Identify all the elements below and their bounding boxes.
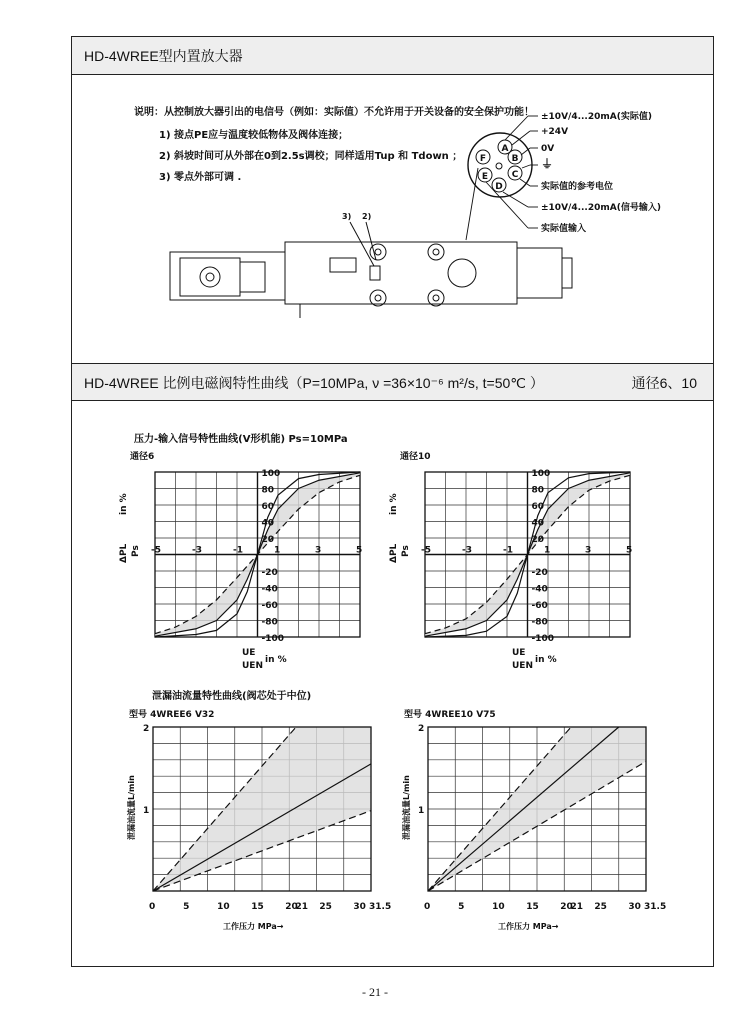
y-tick-label: -40: [531, 584, 548, 595]
x-tick-label: 5: [458, 902, 465, 912]
y-tick-label: 1: [143, 806, 150, 816]
section-nominal-size: 通径6、10: [631, 375, 697, 391]
page-number: - 21 -: [362, 985, 388, 999]
x-tick-label: 3: [585, 545, 592, 556]
x-tick-label: 20: [285, 902, 298, 912]
chart-title: 型号 4WREE10 V75: [404, 710, 496, 720]
y-axis-label: 泄漏油流量L/min: [127, 775, 136, 840]
x-tick-label: 30: [353, 902, 366, 912]
pin-label: ±10V/4...20mA(实际值): [541, 112, 652, 122]
x-axis-unit: in %: [535, 655, 557, 665]
valve-drawing: [170, 222, 572, 318]
y-tick-label: 40: [261, 518, 275, 529]
x-tick-label: 10: [492, 902, 505, 912]
x-tick-label: 21: [570, 902, 583, 912]
x-axis-label: UEN: [242, 661, 263, 671]
x-tick-label: 5: [356, 545, 363, 556]
x-tick-label: 15: [526, 902, 539, 912]
x-tick-label: 15: [251, 902, 264, 912]
y-axis-unit: in %: [389, 493, 399, 515]
x-tick-label: 3: [315, 545, 322, 556]
pin-label: +24V: [541, 127, 569, 137]
pin-label: ±10V/4...20mA(信号输入): [541, 203, 661, 213]
note-title: 说明：从控制放大器引出的电信号（例如：实际值）不允许用于开关设备的安全保护功能！: [134, 107, 534, 118]
pressure-curve-title: 压力-输入信号特性曲线(V形机能) Ps=10MPa: [134, 434, 348, 445]
leak-chart-ng6: [100, 705, 392, 931]
x-tick-label: 1: [274, 545, 281, 556]
x-axis-label: UEN: [512, 661, 533, 671]
x-tick-label: -1: [233, 545, 243, 556]
x-tick-label: 5: [183, 902, 190, 912]
x-tick-label: -3: [192, 545, 202, 556]
x-tick-label: -5: [151, 545, 161, 556]
x-axis-label: UE: [242, 648, 256, 658]
y-tick-label: 60: [531, 502, 545, 512]
pin-d: D: [495, 182, 503, 192]
y-tick-label: -80: [531, 617, 548, 628]
section-header-curves: [72, 363, 713, 401]
y-tick-label: 80: [261, 485, 275, 496]
pin-e: E: [481, 172, 489, 182]
pin-label: 0V: [541, 144, 555, 154]
y-axis-label: Ps: [131, 545, 141, 557]
y-tick-label: -40: [261, 584, 278, 595]
x-axis-label: 工作压力 MPa→: [223, 922, 284, 931]
x-tick-label: 30: [628, 902, 641, 912]
y-tick-label: -60: [531, 601, 548, 611]
x-tick-label: 10: [217, 902, 230, 912]
y-tick-label: 100: [531, 469, 551, 479]
y-tick-label: 2: [418, 724, 425, 734]
y-tick-label: 80: [531, 485, 545, 496]
x-tick-label: 0: [149, 902, 156, 912]
y-tick-label: 20: [261, 535, 275, 545]
x-tick-label: -3: [462, 545, 472, 556]
y-tick-label: 20: [531, 535, 545, 545]
y-tick-label: 100: [261, 469, 281, 479]
pressure-chart-ng10: [370, 445, 650, 675]
x-tick-label: 5: [626, 545, 633, 556]
y-axis-label: Ps: [401, 545, 411, 557]
x-tick-label: -1: [503, 545, 513, 556]
connector-diagram: [0, 0, 750, 330]
y-tick-label: -80: [261, 617, 278, 628]
x-tick-label: 0: [424, 902, 431, 912]
x-tick-label: 25: [594, 902, 607, 912]
y-tick-label: -20: [531, 568, 548, 578]
y-axis-label: 泄漏油流量L/min: [402, 775, 411, 840]
x-tick-label: 25: [319, 902, 332, 912]
x-tick-label: 1: [544, 545, 551, 556]
y-tick-label: 2: [143, 724, 150, 734]
ground-icon: ⏚: [541, 157, 554, 171]
y-tick-label: 1: [418, 806, 425, 816]
note-item: 1) 接点PE应与温度较低物体及阀体连接；: [159, 130, 349, 141]
pin-label: 实际值的参考电位: [541, 182, 614, 192]
pin-f: F: [479, 154, 487, 164]
x-tick-label: 31.5: [369, 902, 392, 912]
y-tick-label: -60: [261, 601, 278, 611]
x-axis-unit: in %: [265, 655, 287, 665]
chart-title: 型号 4WREE6 V32: [129, 710, 215, 720]
y-tick-label: -100: [531, 634, 555, 644]
pin-label: 实际值输入: [541, 224, 587, 234]
x-axis-label: UE: [512, 648, 526, 658]
callout-3: 3): [342, 212, 352, 221]
chart-title: 通径6: [130, 452, 155, 462]
y-tick-label: 40: [531, 518, 545, 529]
pin-a: A: [501, 144, 509, 154]
leak-curve-title: 泄漏油流量特性曲线(阀芯处于中位): [152, 691, 312, 702]
x-axis-label: 工作压力 MPa→: [498, 922, 559, 931]
section-title: HD-4WREE型内置放大器: [84, 48, 243, 64]
pressure-chart-ng6: [100, 445, 380, 675]
chart-title: 通径10: [400, 452, 431, 462]
x-tick-label: 31.5: [644, 902, 667, 912]
section-title: HD-4WREE 比例电磁阀特性曲线（P=10MPa, ν =36×10⁻⁶ m²/s, t=50℃ ）: [84, 375, 544, 391]
y-axis-unit: in %: [119, 493, 129, 515]
y-tick-label: -100: [261, 634, 285, 644]
x-tick-label: 21: [295, 902, 308, 912]
y-tick-label: -20: [261, 568, 278, 578]
leak-chart-ng10: [375, 705, 667, 931]
y-axis-label: ΔPL: [119, 543, 129, 563]
y-tick-label: 60: [261, 502, 275, 512]
pin-b: B: [511, 154, 519, 164]
note-item: 2) 斜坡时间可从外部在0到2.5s调校；同样适用Tup 和 Tdown ；: [159, 151, 463, 162]
y-axis-label: ΔPL: [389, 543, 399, 563]
callout-2: 2): [362, 212, 372, 221]
note-item: 3) 零点外部可调 .: [159, 172, 242, 183]
pin-c: C: [511, 170, 519, 180]
x-tick-label: -5: [421, 545, 431, 556]
x-tick-label: 20: [560, 902, 573, 912]
